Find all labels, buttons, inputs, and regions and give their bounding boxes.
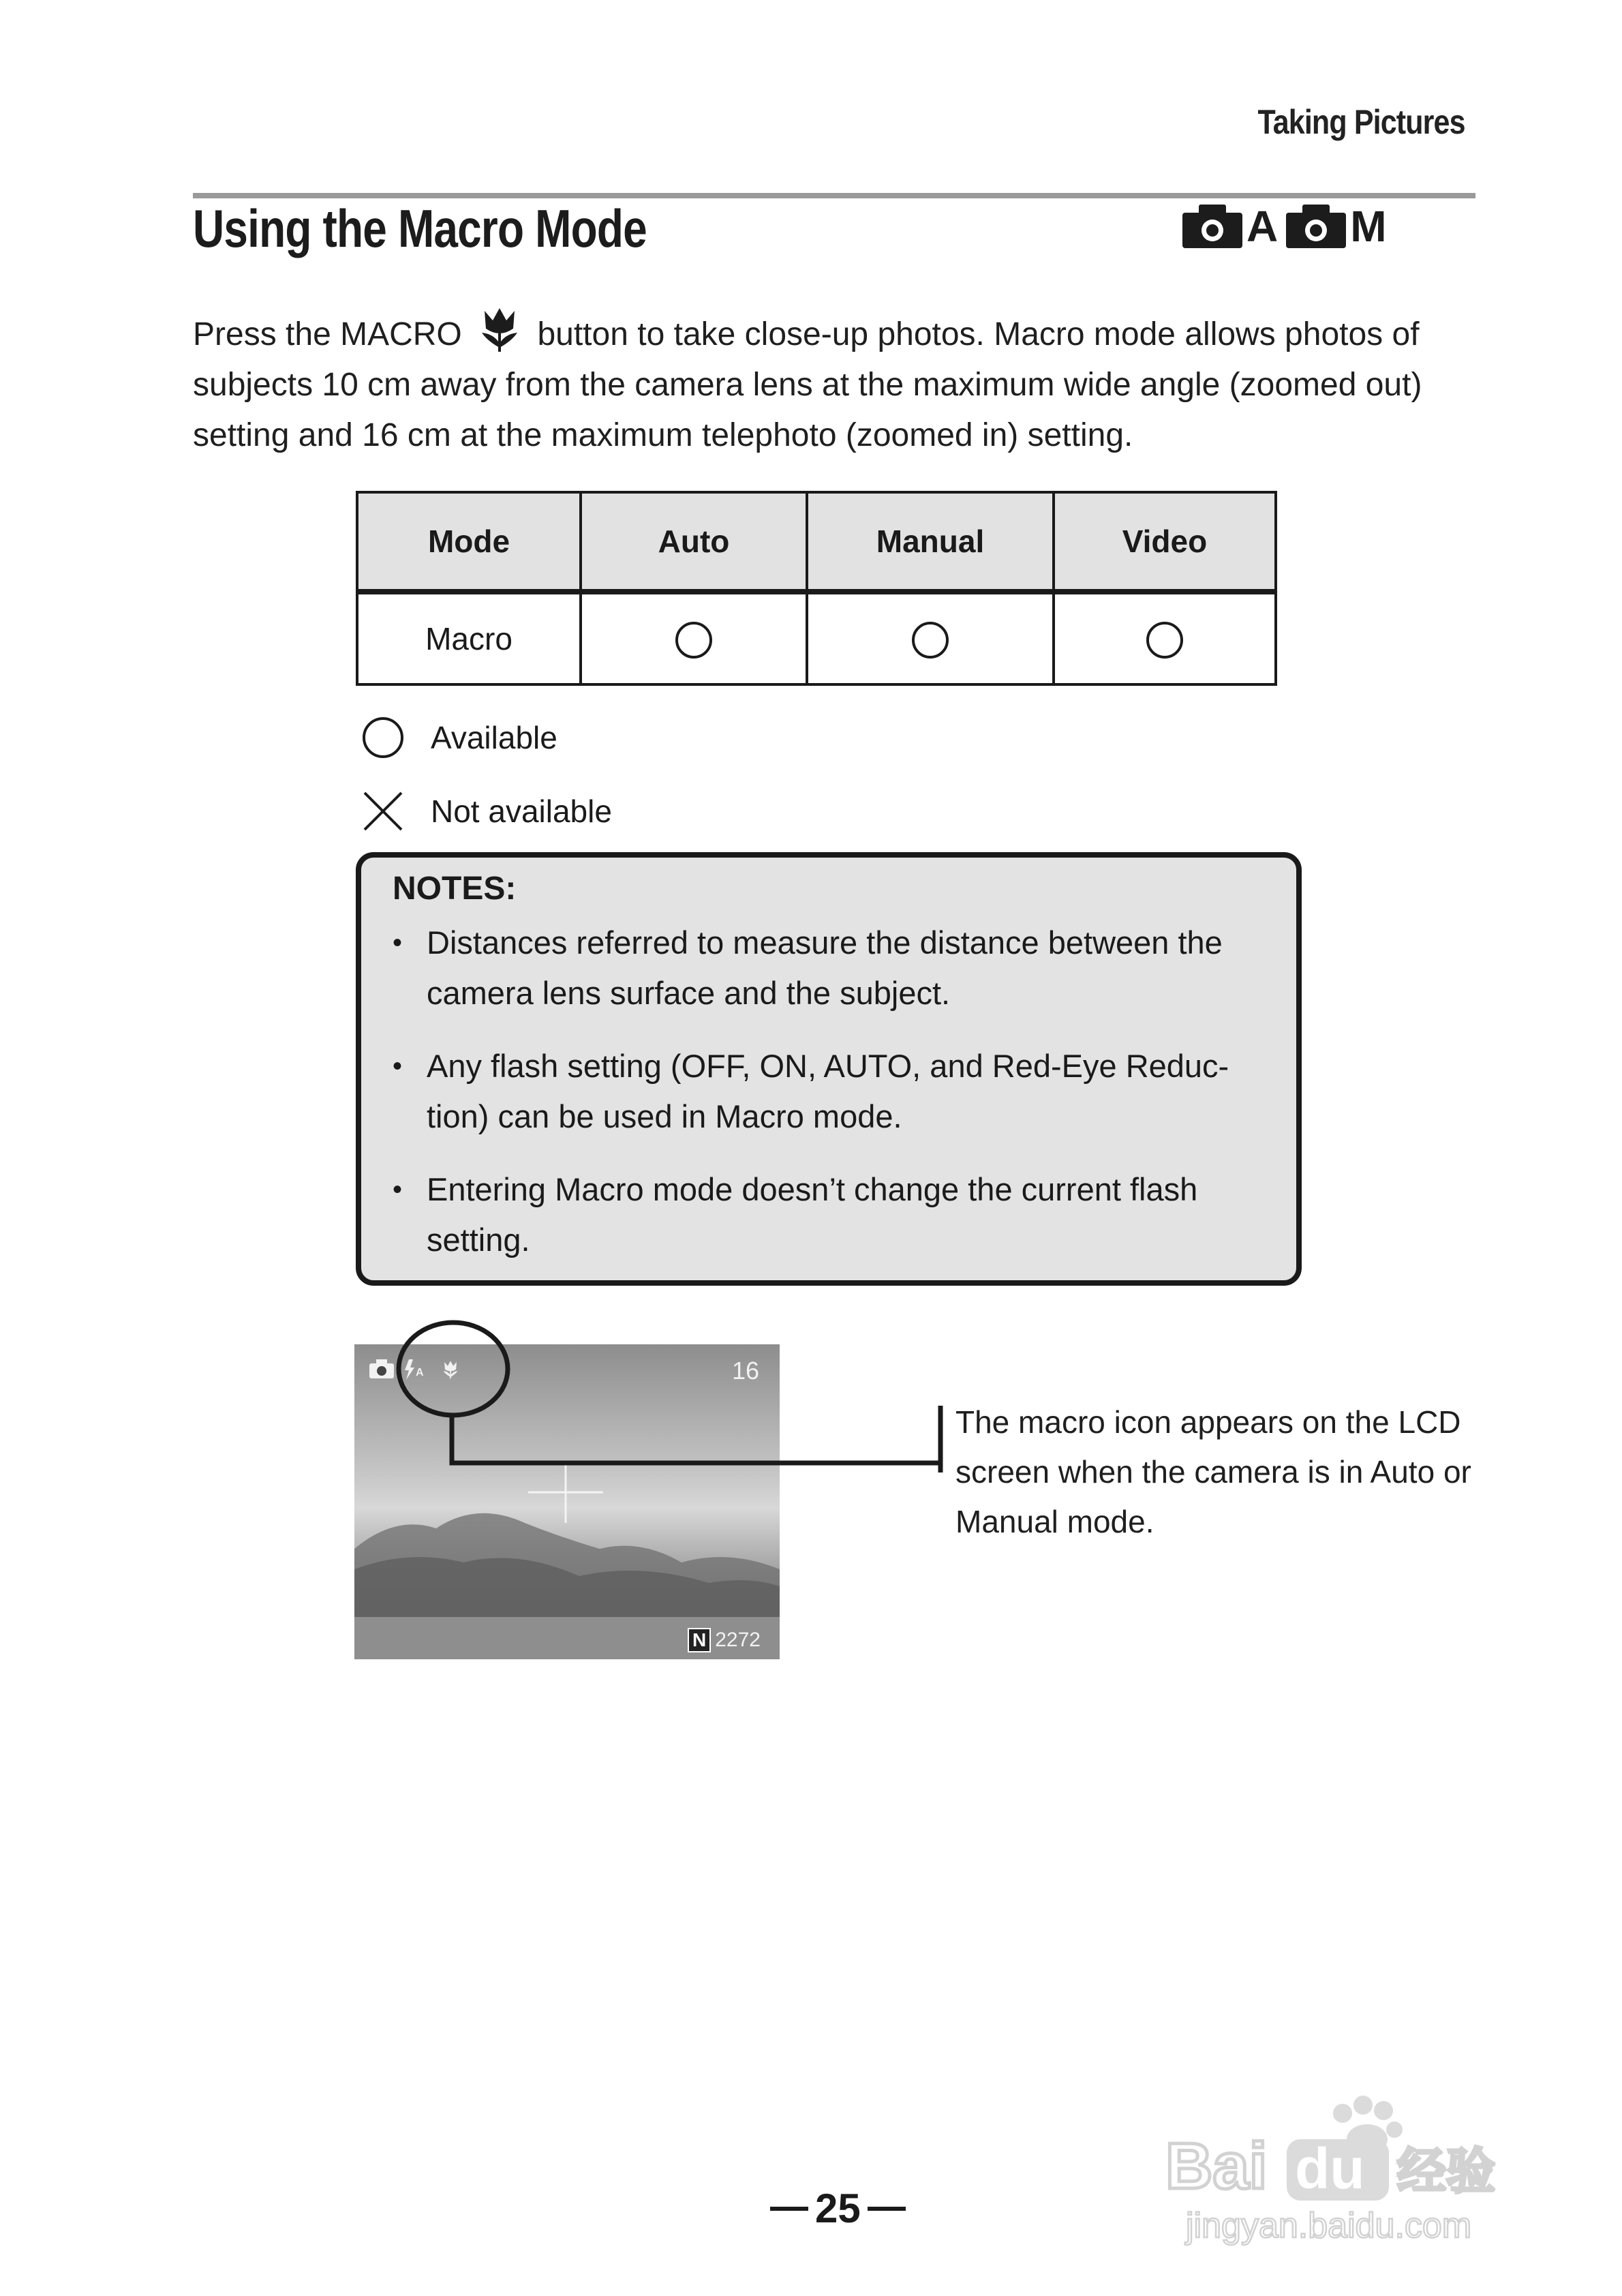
camera-icon — [1286, 205, 1346, 248]
table-header-row — [357, 492, 1276, 592]
table-header-video: Video — [1054, 492, 1276, 592]
table-header-manual: Manual — [807, 492, 1054, 592]
svg-text:jingyan.baidu.com: jingyan.baidu.com — [1186, 2206, 1472, 2246]
callout-text: The macro icon appears on the LCD screen when the camera is in Auto or Manual mode. — [955, 1404, 1471, 1539]
mode-letter-manual: M — [1350, 202, 1387, 251]
table-header-auto: Auto — [581, 492, 807, 592]
section-label: Taking Pictures — [1257, 103, 1465, 141]
table-cell-auto — [581, 592, 807, 684]
page-number-value: 25 — [815, 2186, 861, 2231]
mode-icons — [1182, 202, 1391, 251]
table-header-mode: Mode — [357, 492, 581, 592]
cross-icon — [362, 790, 404, 832]
available-circle-icon — [363, 717, 403, 758]
lcd-storage-indicator — [688, 1628, 761, 1652]
svg-text:Bai: Bai — [1165, 2130, 1268, 2203]
legend-available-label: Available — [431, 720, 557, 755]
tulip-macro-icon — [478, 305, 521, 353]
list-item: • Distances referred to measure the distance between the camera lens surface and the subject. — [387, 918, 1266, 1018]
notes-list — [387, 918, 1266, 1288]
intro-text-after: button to take close-up photos. Macro mode allows photos of subjects 10 cm away from the camera lens at the maximum wide angle (zoomed out) setting and 16 cm at the maximum telephoto (zoomed in) setting. — [193, 316, 1422, 453]
notes-box — [356, 852, 1302, 1286]
notes-title: NOTES: — [393, 871, 517, 907]
table-cell-video — [1054, 592, 1276, 684]
legend-not-available-label: Not available — [431, 794, 612, 829]
lcd-shots-remaining: 16 — [731, 1357, 759, 1385]
list-item: • Entering Macro mode doesn’t change the current flash setting. — [387, 1164, 1266, 1265]
table-cell-manual — [807, 592, 1054, 684]
table-cell-label: Macro — [357, 592, 581, 684]
svg-text:经验: 经验 — [1397, 2143, 1496, 2200]
legend-available — [361, 716, 557, 759]
lcd-storage-value: 2272 — [715, 1629, 761, 1651]
available-circle-icon — [675, 622, 712, 659]
svg-text:A: A — [416, 1367, 424, 1378]
svg-text:du: du — [1295, 2136, 1365, 2201]
camera-icon — [1182, 205, 1242, 248]
list-item: • Any flash setting (OFF, ON, AUTO, and Red-Eye Reduc-tion) can be used in Macro mode. — [387, 1041, 1266, 1142]
mode-availability-table — [356, 491, 1277, 686]
lcd-storage-label: N — [688, 1628, 711, 1652]
table-row — [357, 592, 1276, 684]
legend-not-available — [361, 789, 612, 833]
page-title: Using the Macro Mode — [193, 198, 647, 258]
page-number — [770, 2185, 906, 2232]
mode-letter-auto: A — [1246, 202, 1279, 251]
baidu-watermark — [1159, 2086, 1540, 2250]
available-circle-icon — [1146, 622, 1183, 659]
available-circle-icon — [912, 622, 949, 659]
intro-paragraph — [193, 305, 1488, 461]
intro-text-before: Press the MACRO — [193, 316, 462, 352]
